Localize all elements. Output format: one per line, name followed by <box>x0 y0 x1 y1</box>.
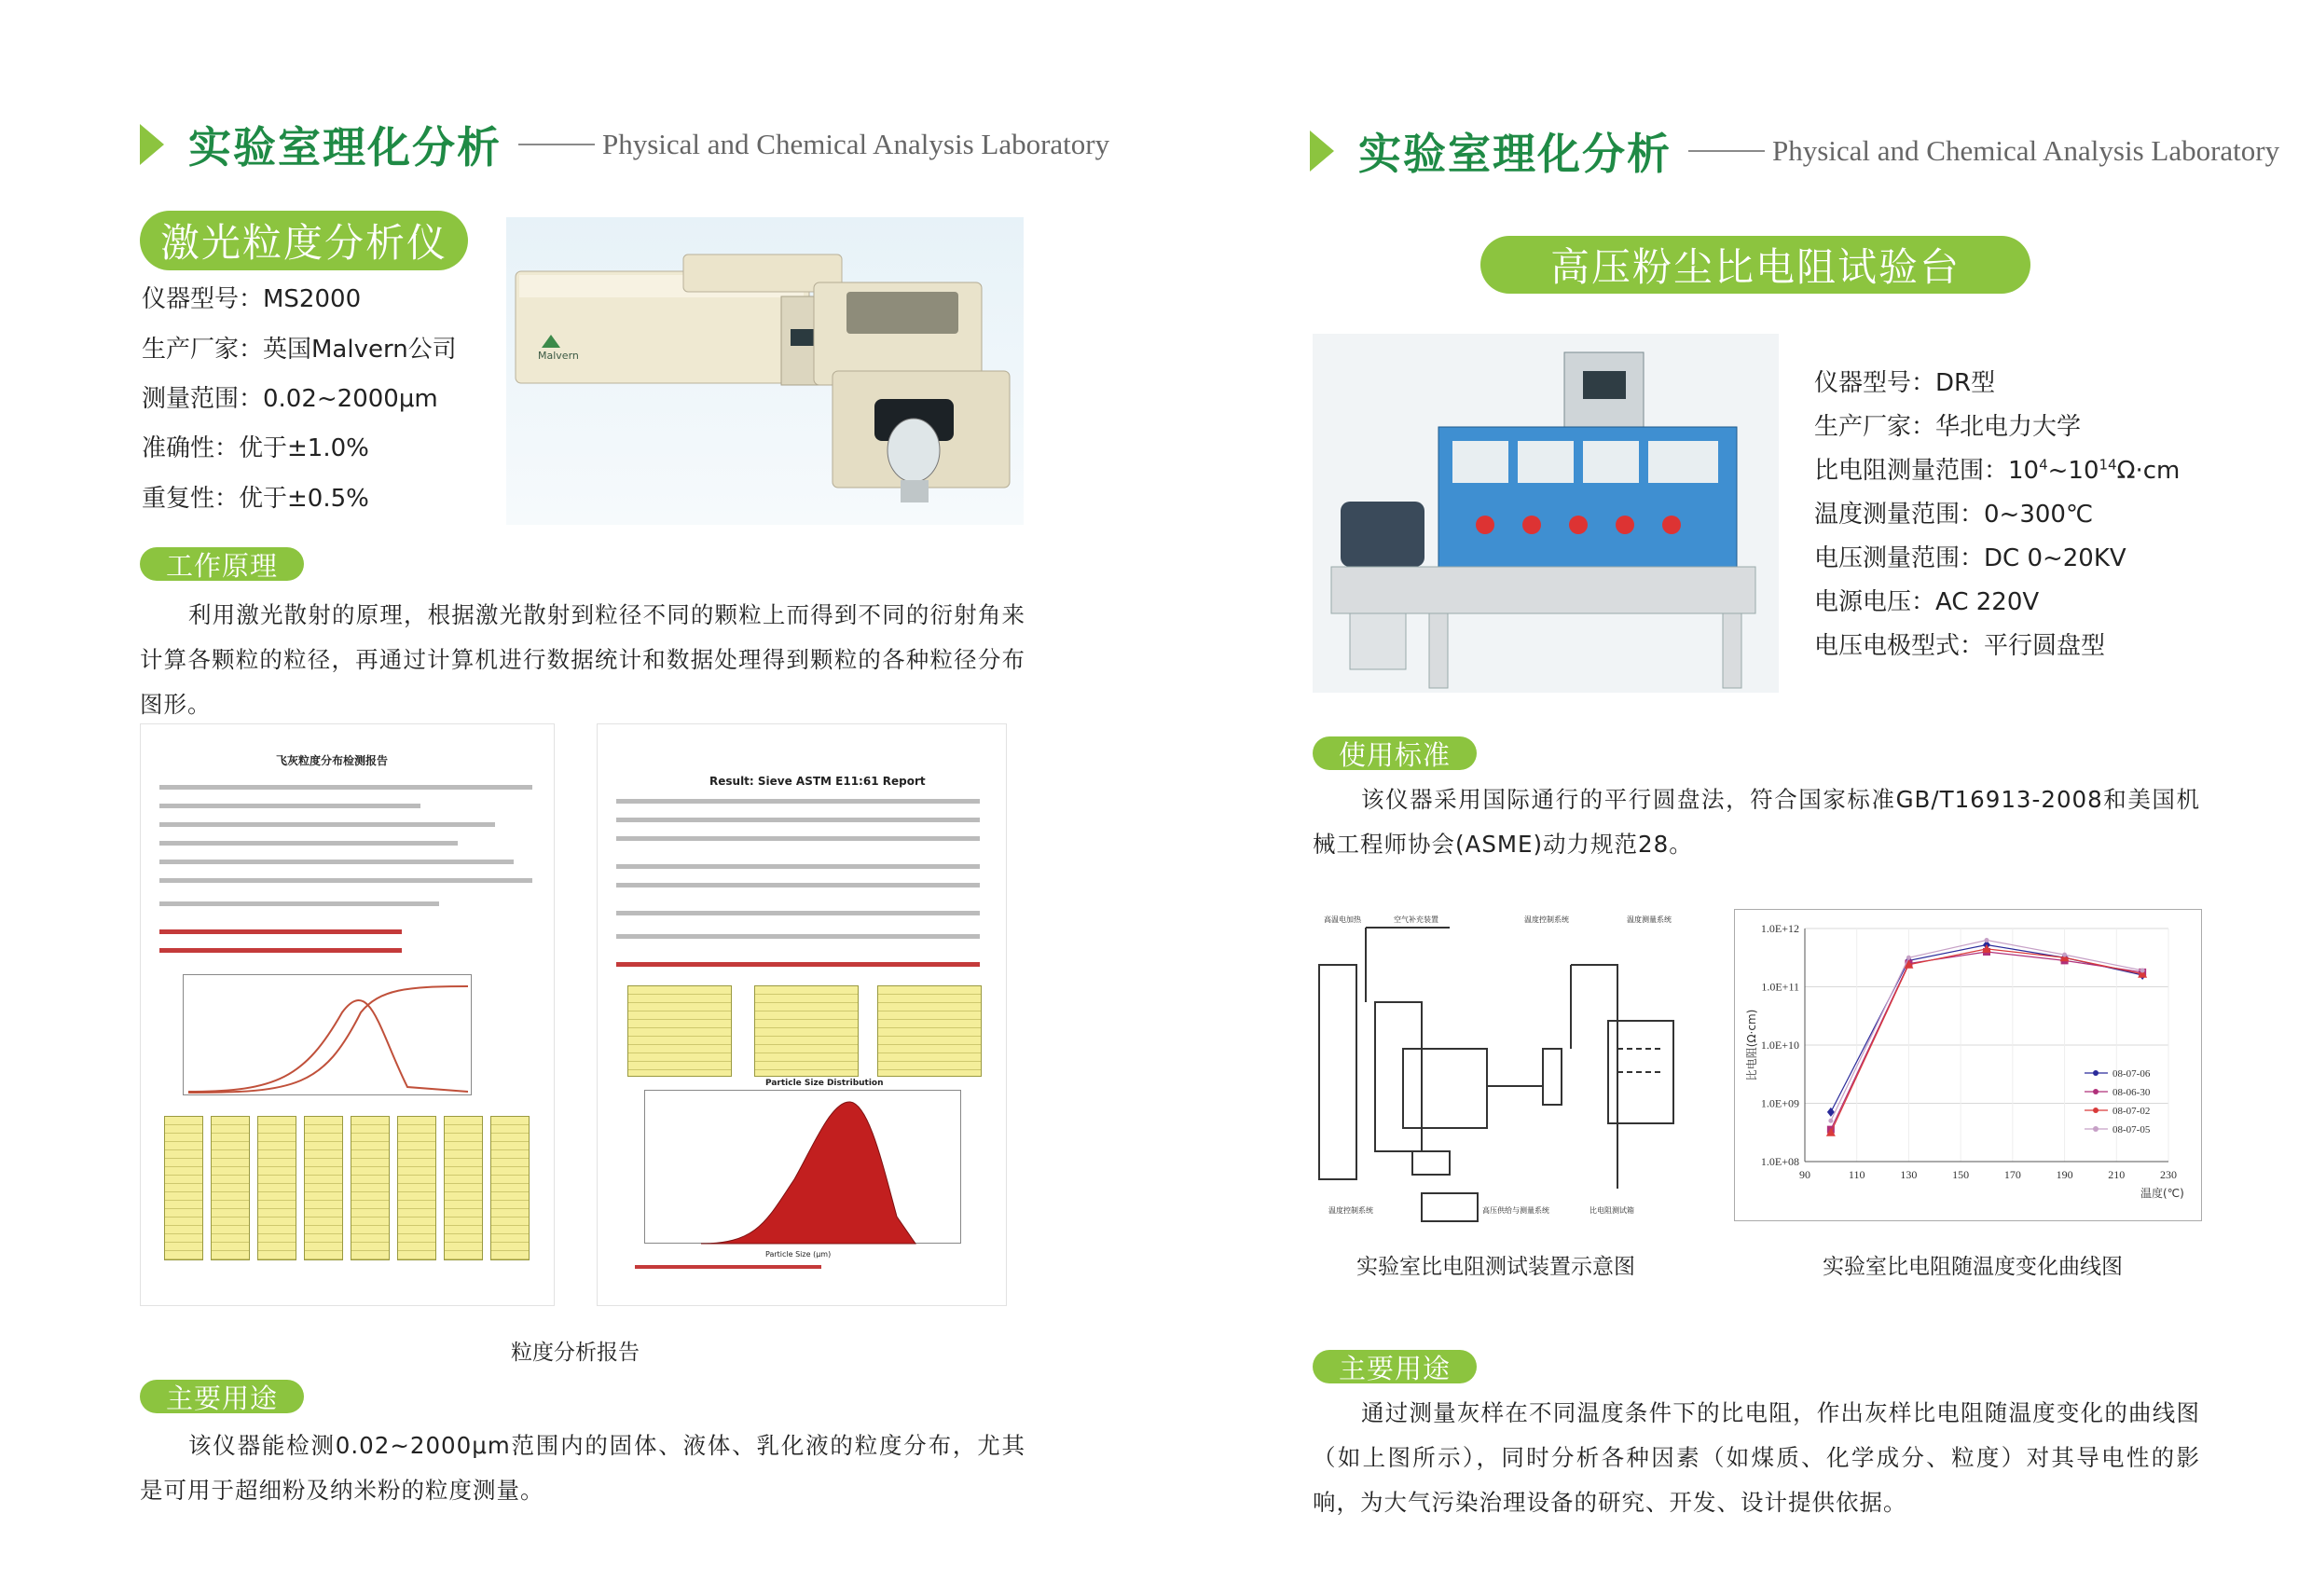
bench-spec-electrode: 电压电极型式：平行圆盘型 <box>1814 632 2106 660</box>
usage-standard-text: 该仪器采用国际通行的平行圆盘法，符合国家标准GB/T16913-2008和美国机械工程师协会(ASME)动力规范28。 <box>1313 786 2200 858</box>
report1-distribution-plot <box>183 974 472 1095</box>
resistivity-curve-caption: 实验室比电阻随温度变化曲线图 <box>1823 1255 2123 1279</box>
y-tick-label: 1.0E+12 <box>1760 922 1799 935</box>
report2-xlabel: Particle Size (μm) <box>765 1250 832 1259</box>
x-tick-label: 230 <box>2160 1168 2177 1181</box>
x-tick-label: 170 <box>2003 1168 2021 1181</box>
right-page-header <box>1310 118 2279 184</box>
working-principle-text: 利用激光散射的原理，根据激光散射到粒径不同的颗粒上而得到不同的衍射角来计算各颗粒的粒径，再通过计算机进行数据统计和数据处理得到颗粒的各种粒径分布图形。 <box>140 601 1025 718</box>
report2-chart-title: Particle Size Distribution <box>765 1079 884 1088</box>
left-header-subtitle: Physical and Chemical Analysis Laboratory <box>602 128 1110 160</box>
right-header-title: 实验室理化分析 <box>1358 129 1672 179</box>
diagram-label-7: 比电阻测试箱 <box>1590 1206 1634 1215</box>
diagram-label-5: 温度控制系统 <box>1328 1206 1373 1215</box>
test-setup-diagram <box>1310 909 1711 1231</box>
granularity-report-1 <box>140 723 555 1306</box>
y-tick-label: 1.0E+08 <box>1760 1155 1799 1168</box>
y-axis-label: 比电阻(Ω·cm) <box>1745 1009 1758 1081</box>
diagram-label-1: 高温电加热 <box>1324 915 1361 924</box>
header-arrow-icon <box>1310 131 1334 172</box>
report2-histogram <box>644 1090 961 1244</box>
working-principle-heading: 工作原理 <box>140 547 304 581</box>
granularity-report-2 <box>597 723 1007 1306</box>
x-tick-label: 90 <box>1799 1168 1810 1181</box>
data-point <box>2140 969 2145 973</box>
diagram-label-6: 高压供给与测量系统 <box>1482 1206 1549 1215</box>
header-arrow-icon <box>140 124 164 165</box>
data-point <box>1906 956 1911 960</box>
x-tick-label: 190 <box>2056 1168 2073 1181</box>
legend-marker <box>2093 1070 2099 1076</box>
diagram-label-4: 温度测量系统 <box>1627 915 1672 924</box>
legend-label: 08-06-30 <box>2112 1087 2151 1098</box>
malvern-brand-label: Malvern <box>538 350 579 362</box>
legend-marker <box>2093 1126 2099 1132</box>
x-tick-label: 130 <box>1900 1168 1918 1181</box>
report2-title: Result: Sieve ASTM E11:61 Report <box>709 775 926 788</box>
legend-label: 08-07-05 <box>2112 1124 2151 1135</box>
bench-spec-resistivity: 比电阻测量范围：$10^4\sim 10^{14}\Omega\cdot cm$ <box>1814 456 2181 485</box>
legend-marker <box>2093 1108 2099 1113</box>
legend-marker <box>2093 1089 2099 1094</box>
x-axis-label: 温度(℃) <box>2140 1187 2184 1200</box>
header-divider <box>518 144 595 145</box>
test-bench-illustration <box>1313 334 1779 693</box>
bench-spec-model: 仪器型号：DR型 <box>1814 369 1996 397</box>
main-usage-text-right: 通过测量灰样在不同温度条件下的比电阻，作出灰样比电阻随温度变化的曲线图（如上图所示），同时分析各种因素（如煤质、化学成分、粒度）对其导电性的影响，为大气污染治理设备的研究、开发、设计提供依据。 <box>1313 1399 2200 1516</box>
report1-title: 飞灰粒度分布检测报告 <box>276 754 389 767</box>
laser-analyzer-illustration <box>506 217 1024 525</box>
laser-spec-repeatability: 重复性：优于±0.5% <box>142 485 369 513</box>
laser-analyzer-title: 激光粒度分析仪 <box>140 211 468 270</box>
diagram-label-2: 空气补充装置 <box>1394 915 1438 924</box>
bench-spec-maker: 生产厂家：华北电力大学 <box>1814 413 2082 441</box>
bench-spec-voltage-range: 电压测量范围：DC 0~20KV <box>1814 544 2126 572</box>
series-line-08-07-02 <box>1831 949 2142 1133</box>
resistivity-curve-svg <box>1735 910 2201 1220</box>
bench-spec-power: 电源电压：AC 220V <box>1814 588 2040 616</box>
x-tick-label: 210 <box>2108 1168 2126 1181</box>
right-header-subtitle: Physical and Chemical Analysis Laboratory <box>1772 134 2280 167</box>
granularity-report-caption: 粒度分析报告 <box>511 1341 640 1365</box>
diagram-label-3: 温度控制系统 <box>1524 915 1569 924</box>
test-setup-caption: 实验室比电阻测试装置示意图 <box>1356 1255 1635 1279</box>
y-tick-label: 1.0E+11 <box>1761 980 1799 994</box>
resistivity-bench-title: 高压粉尘比电阻试验台 <box>1480 236 2030 294</box>
main-usage-text-left: 该仪器能检测0.02~2000μm范围内的固体、液体、乳化液的粒度分布，尤其是可用于超细粉及纳米粉的粒度测量。 <box>140 1432 1025 1504</box>
data-point <box>1828 1119 1833 1123</box>
resistivity-bench-photo <box>1313 334 1779 693</box>
usage-standard-heading: 使用标准 <box>1313 736 1477 770</box>
series-line-08-07-06 <box>1831 945 2142 1112</box>
main-usage-heading-right: 主要用途 <box>1313 1350 1477 1383</box>
left-header-title: 实验室理化分析 <box>188 122 502 172</box>
y-tick-label: 1.0E+10 <box>1760 1039 1799 1052</box>
bench-spec-temperature: 温度测量范围：0~300℃ <box>1814 501 2094 529</box>
data-point <box>2062 953 2067 957</box>
legend-label: 08-07-02 <box>2112 1106 2151 1117</box>
laser-analyzer-photo <box>506 217 1024 525</box>
data-point <box>1985 938 1989 942</box>
resistivity-temperature-chart <box>1734 909 2202 1221</box>
x-tick-label: 150 <box>1952 1168 1970 1181</box>
y-tick-label: 1.0E+09 <box>1760 1096 1799 1110</box>
laser-spec-maker: 生产厂家：英国Malvern公司 <box>142 336 457 364</box>
header-divider <box>1688 150 1765 152</box>
main-usage-heading-left: 主要用途 <box>140 1380 304 1413</box>
laser-spec-accuracy: 准确性：优于±1.0% <box>142 434 369 462</box>
laser-spec-range: 测量范围：0.02~2000μm <box>142 385 438 413</box>
left-page-header <box>140 112 1109 177</box>
legend-label: 08-07-06 <box>2112 1068 2151 1080</box>
x-tick-label: 110 <box>1848 1168 1865 1181</box>
laser-spec-model: 仪器型号：MS2000 <box>142 285 362 313</box>
